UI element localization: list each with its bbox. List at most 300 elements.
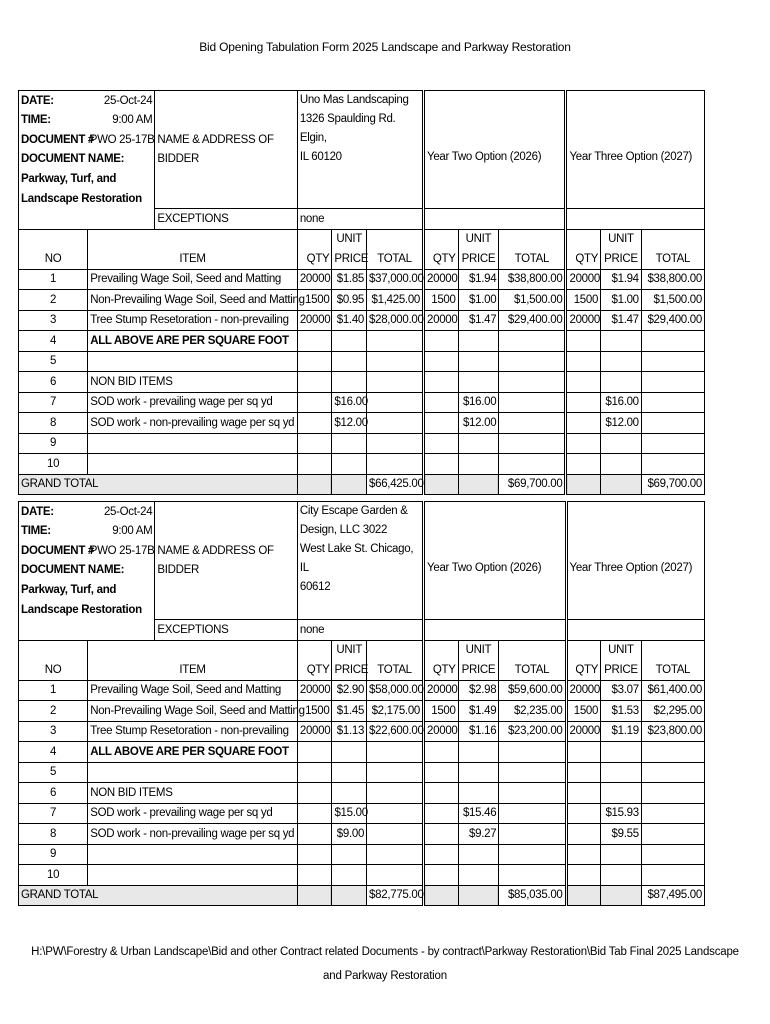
- table-row: [19, 701, 705, 722]
- exceptions-value: none: [297, 209, 423, 230]
- grand-total-value: $87,495.00: [641, 885, 704, 906]
- total-cell: [641, 803, 704, 824]
- qty-cell: 20000: [566, 680, 601, 701]
- empty: [566, 229, 601, 249]
- qty-cell: [297, 372, 332, 393]
- qty-cell: 1500: [297, 701, 332, 722]
- total-header: TOTAL: [641, 660, 704, 680]
- total-cell: [367, 331, 424, 352]
- document-number-label: DOCUMENT #: [19, 541, 88, 561]
- unit-price-cell: $15.00: [332, 803, 367, 824]
- empty: [155, 169, 297, 189]
- qty-cell: [424, 844, 459, 865]
- exceptions-label: EXCEPTIONS: [155, 209, 297, 230]
- item-name: [88, 844, 298, 865]
- qty-cell: [424, 742, 459, 763]
- bidder-address-line: 1326 Spaulding Rd. Elgin,: [299, 113, 396, 144]
- item-header: ITEM: [88, 249, 298, 269]
- total-cell: [499, 865, 566, 886]
- total-cell: [499, 351, 566, 372]
- document-number-label: DOCUMENT #: [19, 130, 88, 150]
- item-name: SOD work - prevailing wage per sq yd: [88, 803, 298, 824]
- total-cell: [367, 783, 424, 804]
- price-header: PRICE: [332, 249, 367, 269]
- empty: [19, 620, 88, 641]
- unit-price-cell: [332, 372, 367, 393]
- year-option-label: Year Three Option (2027): [569, 151, 693, 163]
- date-value: 25-Oct-24: [88, 91, 155, 111]
- unit-price-cell: [332, 433, 367, 454]
- unit-price-cell: [458, 762, 499, 783]
- unit-price-cell: [601, 742, 642, 763]
- total-cell: [367, 803, 424, 824]
- document-name-line1: Parkway, Turf, and: [19, 169, 88, 189]
- empty: [297, 640, 332, 660]
- qty-cell: [297, 351, 332, 372]
- qty-header: QTY: [566, 249, 601, 269]
- item-name: Prevailing Wage Soil, Seed and Matting: [88, 680, 298, 701]
- document-name-label: DOCUMENT NAME:: [19, 561, 88, 581]
- qty-cell: 1500: [424, 701, 459, 722]
- total-cell: $2,295.00: [641, 701, 704, 722]
- unit-price-cell: $2.98: [458, 680, 499, 701]
- total-cell: [499, 413, 566, 434]
- total-cell: [499, 824, 566, 845]
- qty-cell: [424, 865, 459, 886]
- total-header: TOTAL: [499, 249, 566, 269]
- total-cell: $29,400.00: [641, 310, 704, 331]
- unit-price-cell: [332, 742, 367, 763]
- footer-file-path: H:\PW\Forestry & Urban Landscape\Bid and other Contract related Documents - by contract\Parkway Restoration\Bid Tab Final 2025 Landscape and Parkway Restoration: [31, 946, 739, 982]
- bidder-address-line: West Lake St. Chicago, IL: [299, 543, 414, 574]
- bid-table-city-escape: [18, 501, 705, 906]
- empty: [155, 522, 297, 542]
- unit-header: UNIT: [458, 229, 499, 249]
- qty-cell: [297, 392, 332, 413]
- qty-cell: [566, 762, 601, 783]
- total-cell: $37,000.00: [367, 269, 424, 290]
- unit-price-cell: [458, 454, 499, 475]
- empty: [19, 229, 88, 249]
- total-header: TOTAL: [641, 249, 704, 269]
- unit-price-cell: $15.46: [458, 803, 499, 824]
- total-cell: $38,800.00: [499, 269, 566, 290]
- item-header: ITEM: [88, 660, 298, 680]
- total-cell: [499, 783, 566, 804]
- unit-price-cell: [332, 783, 367, 804]
- total-cell: [367, 433, 424, 454]
- total-cell: $38,800.00: [641, 269, 704, 290]
- item-number: 3: [19, 310, 88, 331]
- unit-price-cell: $0.95: [332, 290, 367, 311]
- bidder-address-line: Uno Mas Landscaping: [299, 94, 409, 106]
- grand-total-value: $69,700.00: [641, 474, 704, 495]
- bidder-address-line: City Escape Garden &: [299, 505, 408, 517]
- qty-cell: [566, 351, 601, 372]
- item-name: NON BID ITEMS: [88, 372, 298, 393]
- table-row: [19, 290, 705, 311]
- qty-cell: 20000: [566, 721, 601, 742]
- total-cell: [367, 351, 424, 372]
- unit-price-cell: [601, 783, 642, 804]
- item-number: 7: [19, 392, 88, 413]
- qty-cell: [297, 433, 332, 454]
- qty-cell: [424, 433, 459, 454]
- bidder-label: BIDDER: [155, 150, 297, 170]
- unit-price-cell: [458, 742, 499, 763]
- time-label: TIME:: [19, 522, 88, 542]
- name-address-label: NAME & ADDRESS OF: [155, 541, 297, 561]
- grand-total-value: $66,425.00: [367, 474, 424, 495]
- empty: [88, 640, 298, 660]
- table-row: [19, 433, 705, 454]
- qty-cell: [297, 331, 332, 352]
- item-name: Non-Prevailing Wage Soil, Seed and Matting: [88, 290, 298, 311]
- qty-header: QTY: [424, 249, 459, 269]
- qty-cell: 20000: [297, 310, 332, 331]
- document-name-label: DOCUMENT NAME:: [19, 150, 88, 170]
- item-number: 10: [19, 865, 88, 886]
- total-cell: [641, 392, 704, 413]
- unit-price-cell: [458, 372, 499, 393]
- total-cell: [367, 742, 424, 763]
- year-option-label: Year Three Option (2027): [569, 562, 693, 574]
- table-row: [19, 762, 705, 783]
- qty-cell: 20000: [424, 680, 459, 701]
- total-cell: [367, 372, 424, 393]
- qty-cell: [424, 351, 459, 372]
- total-cell: $1,500.00: [641, 290, 704, 311]
- empty: [19, 640, 88, 660]
- item-number: 5: [19, 351, 88, 372]
- unit-price-cell: $1.53: [601, 701, 642, 722]
- item-name: [88, 351, 298, 372]
- qty-cell: [566, 824, 601, 845]
- qty-cell: [566, 372, 601, 393]
- qty-cell: [297, 803, 332, 824]
- qty-cell: 1500: [566, 701, 601, 722]
- qty-cell: [566, 413, 601, 434]
- table-row: [19, 803, 705, 824]
- empty: [155, 580, 297, 600]
- item-number: 4: [19, 742, 88, 763]
- item-name: ALL ABOVE ARE PER SQUARE FOOT: [88, 331, 298, 352]
- unit-price-cell: $16.00: [601, 392, 642, 413]
- year-three-header: [566, 502, 704, 620]
- qty-cell: 20000: [297, 721, 332, 742]
- empty: [458, 885, 499, 906]
- document-number-value: PWO 25-17B: [88, 130, 155, 150]
- item-number: 3: [19, 721, 88, 742]
- unit-price-cell: [458, 783, 499, 804]
- qty-cell: 20000: [297, 680, 332, 701]
- item-name: [88, 762, 298, 783]
- total-cell: [641, 413, 704, 434]
- total-cell: [641, 433, 704, 454]
- date-label: DATE:: [19, 91, 88, 111]
- qty-cell: [566, 331, 601, 352]
- total-cell: $23,200.00: [499, 721, 566, 742]
- unit-price-cell: $12.00: [332, 413, 367, 434]
- time-value: 9:00 AM: [88, 522, 155, 542]
- qty-cell: [566, 844, 601, 865]
- qty-cell: 20000: [297, 269, 332, 290]
- empty: [424, 229, 459, 249]
- unit-price-cell: [458, 351, 499, 372]
- unit-price-cell: $1.45: [332, 701, 367, 722]
- total-cell: [499, 454, 566, 475]
- qty-cell: [566, 433, 601, 454]
- table-row: [19, 310, 705, 331]
- empty: [367, 229, 424, 249]
- year-option-label: Year Two Option (2026): [427, 562, 542, 574]
- exceptions-value: none: [297, 620, 423, 641]
- unit-price-cell: [458, 865, 499, 886]
- unit-price-cell: $3.07: [601, 680, 642, 701]
- unit-price-cell: [601, 351, 642, 372]
- qty-cell: 20000: [424, 269, 459, 290]
- qty-cell: [424, 331, 459, 352]
- year-option-label: Year Two Option (2026): [427, 151, 542, 163]
- qty-cell: 20000: [566, 269, 601, 290]
- empty: [566, 885, 601, 906]
- table-row: [19, 351, 705, 372]
- item-number: 6: [19, 372, 88, 393]
- item-name: ALL ABOVE ARE PER SQUARE FOOT: [88, 742, 298, 763]
- qty-cell: [566, 392, 601, 413]
- unit-price-cell: $1.49: [458, 701, 499, 722]
- table-row: [19, 844, 705, 865]
- unit-price-cell: [601, 372, 642, 393]
- unit-price-cell: $1.40: [332, 310, 367, 331]
- empty: [601, 474, 642, 495]
- unit-price-cell: $12.00: [458, 413, 499, 434]
- price-header: PRICE: [332, 660, 367, 680]
- qty-cell: [297, 865, 332, 886]
- qty-cell: [424, 392, 459, 413]
- unit-price-cell: [332, 865, 367, 886]
- empty: [88, 209, 155, 230]
- table-row: [19, 783, 705, 804]
- total-cell: [367, 413, 424, 434]
- exceptions-label: EXCEPTIONS: [155, 620, 297, 641]
- total-cell: [367, 454, 424, 475]
- item-number: 2: [19, 290, 88, 311]
- total-cell: [641, 762, 704, 783]
- unit-price-cell: [601, 762, 642, 783]
- unit-price-cell: $1.94: [601, 269, 642, 290]
- item-number: 10: [19, 454, 88, 475]
- total-cell: $2,175.00: [367, 701, 424, 722]
- empty: [155, 189, 297, 209]
- qty-cell: 20000: [424, 721, 459, 742]
- grand-total-value: $85,035.00: [499, 885, 566, 906]
- qty-cell: [297, 783, 332, 804]
- unit-price-cell: $1.00: [458, 290, 499, 311]
- item-name: Tree Stump Resetoration - non-prevailing: [88, 310, 298, 331]
- grand-total-value: $69,700.00: [499, 474, 566, 495]
- qty-cell: 20000: [424, 310, 459, 331]
- table-row: [19, 742, 705, 763]
- unit-price-cell: [332, 762, 367, 783]
- total-cell: [499, 742, 566, 763]
- total-header: TOTAL: [367, 660, 424, 680]
- qty-cell: [297, 844, 332, 865]
- qty-cell: [566, 803, 601, 824]
- total-cell: [641, 454, 704, 475]
- empty: [155, 91, 297, 111]
- document-name-line2: Landscape Restoration: [19, 600, 88, 620]
- no-header: NO: [19, 660, 88, 680]
- unit-price-cell: [601, 331, 642, 352]
- total-cell: [499, 372, 566, 393]
- empty: [566, 640, 601, 660]
- total-cell: $1,500.00: [499, 290, 566, 311]
- unit-header: UNIT: [332, 229, 367, 249]
- total-cell: $28,000.00: [367, 310, 424, 331]
- unit-price-cell: $9.27: [458, 824, 499, 845]
- total-cell: $22,600.00: [367, 721, 424, 742]
- bidder-address-line: Design, LLC 3022: [299, 524, 388, 536]
- empty: [641, 640, 704, 660]
- empty: [424, 474, 459, 495]
- qty-cell: [424, 762, 459, 783]
- unit-price-cell: $2.90: [332, 680, 367, 701]
- price-header: PRICE: [458, 660, 499, 680]
- table-row: [19, 865, 705, 886]
- grand-total-row: [19, 885, 705, 906]
- total-cell: [641, 331, 704, 352]
- grand-total-label: GRAND TOTAL: [19, 474, 298, 495]
- no-header: NO: [19, 249, 88, 269]
- table-row: [19, 454, 705, 475]
- empty: [332, 885, 367, 906]
- item-name: SOD work - non-prevailing wage per sq yd: [88, 824, 298, 845]
- empty: [458, 474, 499, 495]
- empty: [566, 209, 705, 230]
- unit-price-cell: [458, 331, 499, 352]
- unit-price-cell: $1.13: [332, 721, 367, 742]
- table-row: [19, 392, 705, 413]
- qty-header: QTY: [297, 249, 332, 269]
- item-name: [88, 454, 298, 475]
- unit-price-cell: $1.94: [458, 269, 499, 290]
- unit-price-cell: $15.93: [601, 803, 642, 824]
- unit-price-cell: [332, 351, 367, 372]
- table-row: [19, 372, 705, 393]
- total-cell: [367, 392, 424, 413]
- table-row: [19, 824, 705, 845]
- total-cell: $59,600.00: [499, 680, 566, 701]
- qty-cell: [424, 454, 459, 475]
- qty-header: QTY: [566, 660, 601, 680]
- total-cell: [641, 783, 704, 804]
- empty: [601, 885, 642, 906]
- qty-cell: [424, 413, 459, 434]
- total-cell: [367, 824, 424, 845]
- unit-price-cell: $1.85: [332, 269, 367, 290]
- table-row: [19, 331, 705, 352]
- qty-cell: [297, 413, 332, 434]
- qty-cell: 20000: [566, 310, 601, 331]
- empty: [424, 620, 566, 641]
- unit-header: UNIT: [601, 229, 642, 249]
- unit-price-cell: [458, 844, 499, 865]
- year-two-header: [424, 502, 566, 620]
- table-row: [19, 721, 705, 742]
- unit-price-cell: $1.19: [601, 721, 642, 742]
- item-number: 6: [19, 783, 88, 804]
- unit-price-cell: $1.16: [458, 721, 499, 742]
- total-cell: [641, 844, 704, 865]
- total-cell: [367, 865, 424, 886]
- qty-cell: [566, 454, 601, 475]
- total-cell: [641, 865, 704, 886]
- grand-total-row: [19, 474, 705, 495]
- name-address-label: NAME & ADDRESS OF: [155, 130, 297, 150]
- total-cell: $2,235.00: [499, 701, 566, 722]
- empty: [566, 620, 704, 641]
- item-name: [88, 865, 298, 886]
- time-value: 9:00 AM: [88, 111, 155, 131]
- qty-header: QTY: [297, 660, 332, 680]
- price-header: PRICE: [601, 660, 642, 680]
- unit-price-cell: $16.00: [332, 392, 367, 413]
- document-name-line1: Parkway, Turf, and: [19, 580, 88, 600]
- item-number: 7: [19, 803, 88, 824]
- year-two-header: [424, 91, 566, 209]
- total-cell: [499, 844, 566, 865]
- empty: [424, 640, 459, 660]
- total-cell: [499, 331, 566, 352]
- item-number: 8: [19, 413, 88, 434]
- item-name: [88, 433, 298, 454]
- item-name: Prevailing Wage Soil, Seed and Matting: [88, 269, 298, 290]
- empty: [155, 600, 297, 620]
- empty: [499, 229, 566, 249]
- table-row: [19, 680, 705, 701]
- empty: [155, 502, 297, 522]
- item-name: Non-Prevailing Wage Soil, Seed and Matting: [88, 701, 298, 722]
- qty-cell: [424, 824, 459, 845]
- unit-price-cell: [601, 865, 642, 886]
- bidder-name-address: [297, 502, 423, 620]
- total-cell: [641, 372, 704, 393]
- unit-price-cell: $9.55: [601, 824, 642, 845]
- unit-price-cell: [458, 433, 499, 454]
- qty-cell: [566, 742, 601, 763]
- grand-total-value: $82,775.00: [367, 885, 424, 906]
- item-number: 1: [19, 269, 88, 290]
- item-name: SOD work - prevailing wage per sq yd: [88, 392, 298, 413]
- empty: [566, 474, 601, 495]
- qty-cell: 1500: [566, 290, 601, 311]
- total-cell: [499, 762, 566, 783]
- total-cell: [641, 824, 704, 845]
- unit-price-cell: [601, 844, 642, 865]
- qty-cell: 1500: [297, 290, 332, 311]
- item-number: 9: [19, 433, 88, 454]
- bid-table-uno-mas: [18, 90, 705, 495]
- total-header: TOTAL: [367, 249, 424, 269]
- empty: [297, 885, 332, 906]
- qty-cell: 1500: [424, 290, 459, 311]
- unit-header: UNIT: [601, 640, 642, 660]
- item-name: Tree Stump Resetoration - non-prevailing: [88, 721, 298, 742]
- total-cell: [499, 803, 566, 824]
- date-value: 25-Oct-24: [88, 502, 155, 522]
- qty-cell: [297, 742, 332, 763]
